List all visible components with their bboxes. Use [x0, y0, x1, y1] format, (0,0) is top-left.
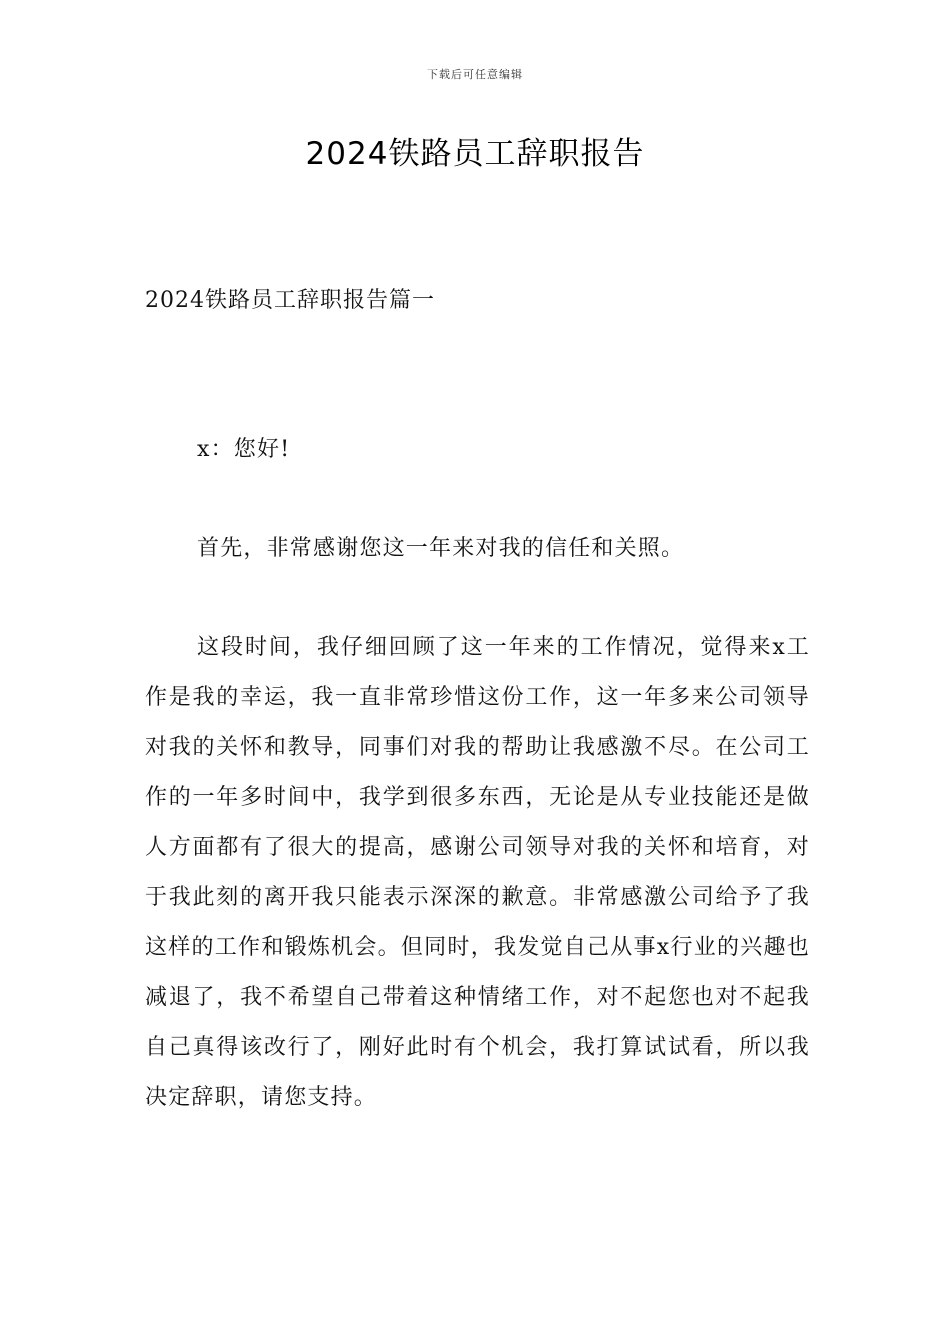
- header-note: 下载后可任意编辑: [427, 68, 523, 81]
- greeting: x：您好!: [197, 437, 291, 462]
- section-title: 2024铁路员工辞职报告篇一: [145, 288, 435, 313]
- document-title: 2024铁路员工辞职报告: [305, 136, 645, 172]
- paragraph-1: 首先，非常感谢您这一年来对我的信任和关照。: [197, 536, 685, 561]
- paragraph-2: 这段时间，我仔细回顾了这一年来的工作情况，觉得来x工作是我的幸运，我一直非常珍惜这份工作，这一年多来公司领导对我的关怀和教导，同事们对我的帮助让我感激不尽。在公司工作的一年多时间中，我学到很多东西，无论是从专业技能还是做人方面都有了很大的提高，感谢公司领导对我的关怀和培育，对于我此刻的离开我只能表示深深的歉意。非常感激公司给予了我这样的工作和锻炼机会。但同时，我发觉自己从事x行业的兴趣也减退了，我不希望自己带着这种情绪工作，对不起您也对不起我自己真得该改行了，刚好此时有个机会，我打算试试看，所以我决定辞职，请您支持。: [145, 635, 810, 1110]
